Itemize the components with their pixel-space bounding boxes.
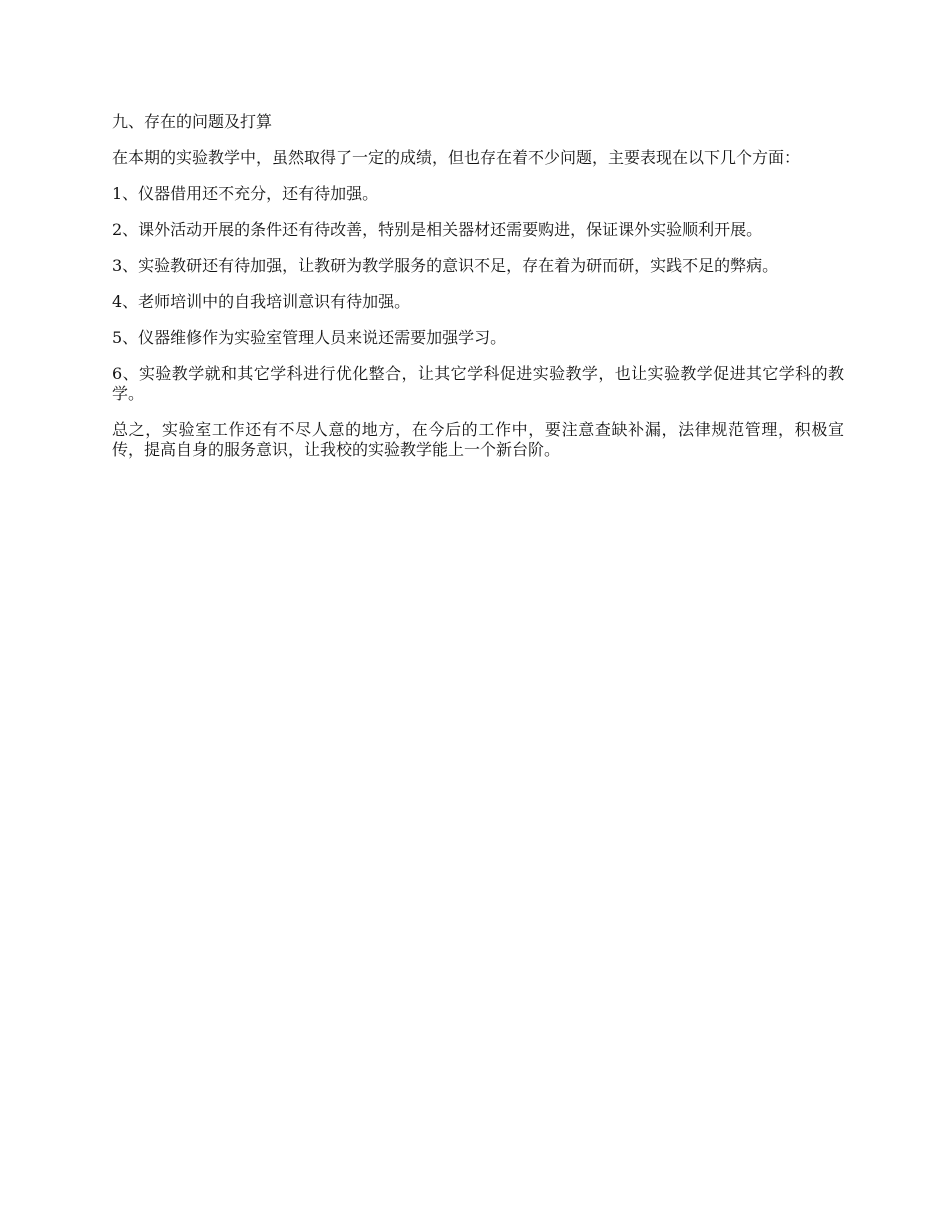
issue-item-4: 4、老师培训中的自我培训意识有待加强。	[112, 292, 411, 311]
section-heading: 九、存在的问题及打算	[112, 112, 273, 131]
document-body	[112, 112, 844, 476]
conclusion-paragraph: 总之，实验室工作还有不尽人意的地方，在今后的工作中，要注意查缺补漏，法律规范管理，积极宣传，提高自身的服务意识，让我校的实验教学能上一个新台阶。	[112, 420, 844, 459]
issue-item-6: 6、实验教学就和其它学科进行优化整合，让其它学科促进实验教学，也让实验教学促进其它学科的教学。	[112, 364, 844, 403]
issue-item-1: 1、仪器借用还不充分，还有待加强。	[112, 184, 379, 203]
issue-item-3: 3、实验教研还有待加强，让教研为教学服务的意识不足，存在着为研而研，实践不足的弊病。	[112, 256, 779, 275]
issue-item-5: 5、仪器维修作为实验室管理人员来说还需要加强学习。	[112, 328, 507, 347]
issue-item-2: 2、课外活动开展的条件还有待改善，特别是相关器材还需要购进，保证课外实验顺利开展。	[112, 220, 763, 239]
intro-paragraph: 在本期的实验教学中，虽然取得了一定的成绩，但也存在着不少问题，主要表现在以下几个方面：	[112, 148, 801, 167]
